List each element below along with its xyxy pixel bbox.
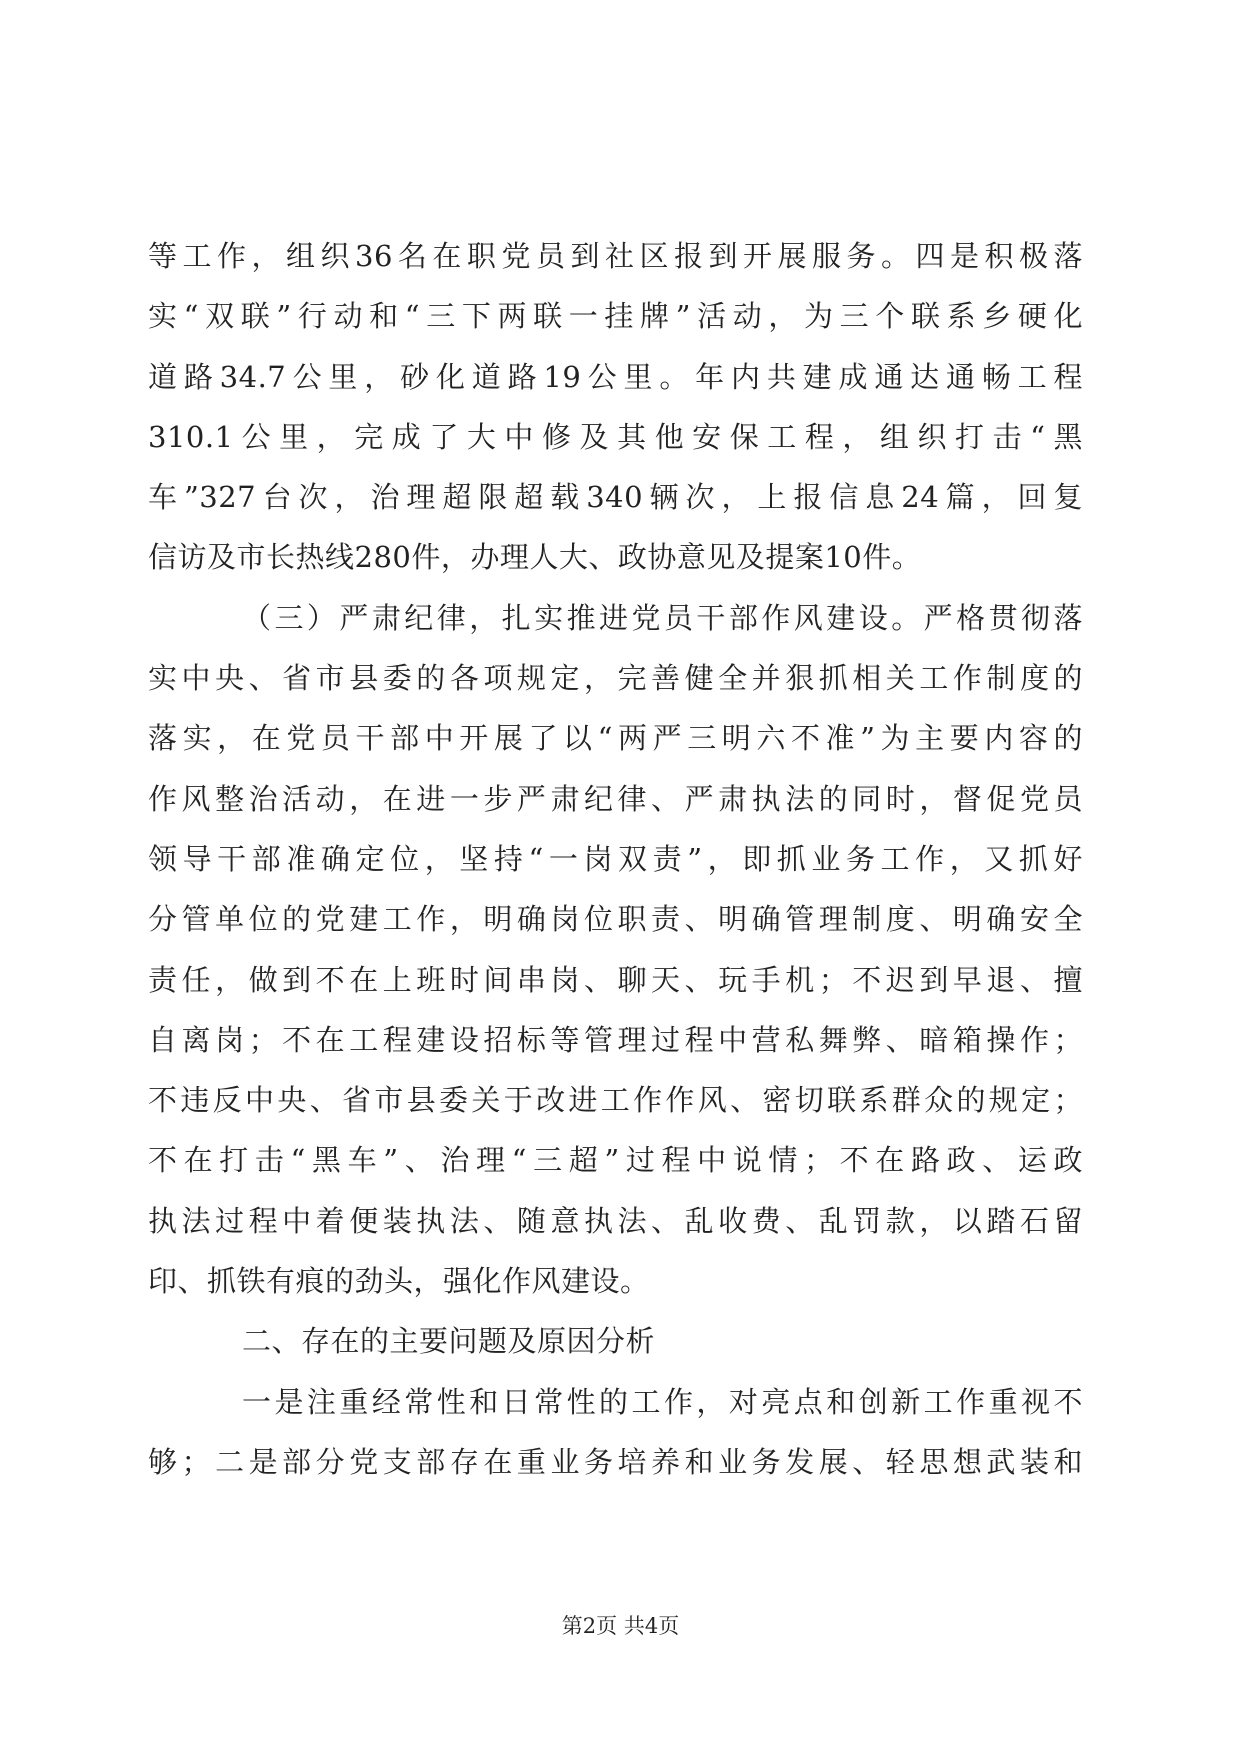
section-heading: 二、存在的主要问题及原因分析 (242, 1324, 656, 1359)
text-line-9: 落实，在党员干部中开展了以“两严三明六不准”为主要内容的 (148, 721, 1083, 756)
text-line-2: 实“双联”行动和“三下两联一挂牌”活动，为三个联系乡硬化 (148, 299, 1083, 334)
text-line-13: 责任，做到不在上班时间串岗、聊天、玩手机；不迟到早退、擅 (148, 962, 1083, 997)
text-line-6: 信访及市长热线280件，办理人大、政协意见及提案10件。 (148, 540, 922, 575)
text-line-21: 够；二是部分党支部存在重业务培养和业务发展、轻思想武装和 (148, 1444, 1083, 1479)
text-line-10: 作风整治活动，在进一步严肃纪律、严肃执法的同时，督促党员 (148, 781, 1083, 816)
text-line-18: 印、抓铁有痕的劲头，强化作风建设。 (148, 1264, 650, 1299)
text-line-11: 领导干部准确定位，坚持“一岗双责”，即抓业务工作，又抓好 (148, 841, 1083, 876)
paragraph-start-problems: 一是注重经常性和日常性的工作，对亮点和创新工作重视不 (242, 1384, 1083, 1419)
paragraph-start-section-three: （三）严肃纪律，扎实推进党员干部作风建设。严格贯彻落 (242, 600, 1083, 635)
text-line-17: 执法过程中着便装执法、随意执法、乱收费、乱罚款，以踏石留 (148, 1203, 1083, 1238)
text-line-8: 实中央、省市县委的各项规定，完善健全并狠抓相关工作制度的 (148, 661, 1083, 696)
text-line-12: 分管单位的党建工作，明确岗位职责、明确管理制度、明确安全 (148, 902, 1083, 937)
text-line-14: 自离岗；不在工程建设招标等管理过程中营私舞弊、暗箱操作； (148, 1022, 1083, 1057)
page-number-footer: 第2页 共4页 (561, 1614, 680, 1638)
text-line-3: 道路34.7公里，砂化道路19公里。年内共建成通达通畅工程 (148, 359, 1083, 394)
text-line-1: 等工作，组织36名在职党员到社区报到开展服务。四是积极落 (148, 239, 1083, 273)
text-line-5: 车”327台次，治理超限超载340辆次，上报信息24篇，回复 (148, 480, 1083, 515)
document-body (148, 226, 1083, 1492)
text-line-16: 不在打击“黑车”、治理“三超”过程中说情；不在路政、运政 (148, 1143, 1083, 1178)
text-line-15: 不违反中央、省市县委关于改进工作作风、密切联系群众的规定； (148, 1083, 1083, 1118)
text-line-4: 310.1公里，完成了大中修及其他安保工程，组织打击“黑 (148, 419, 1083, 454)
